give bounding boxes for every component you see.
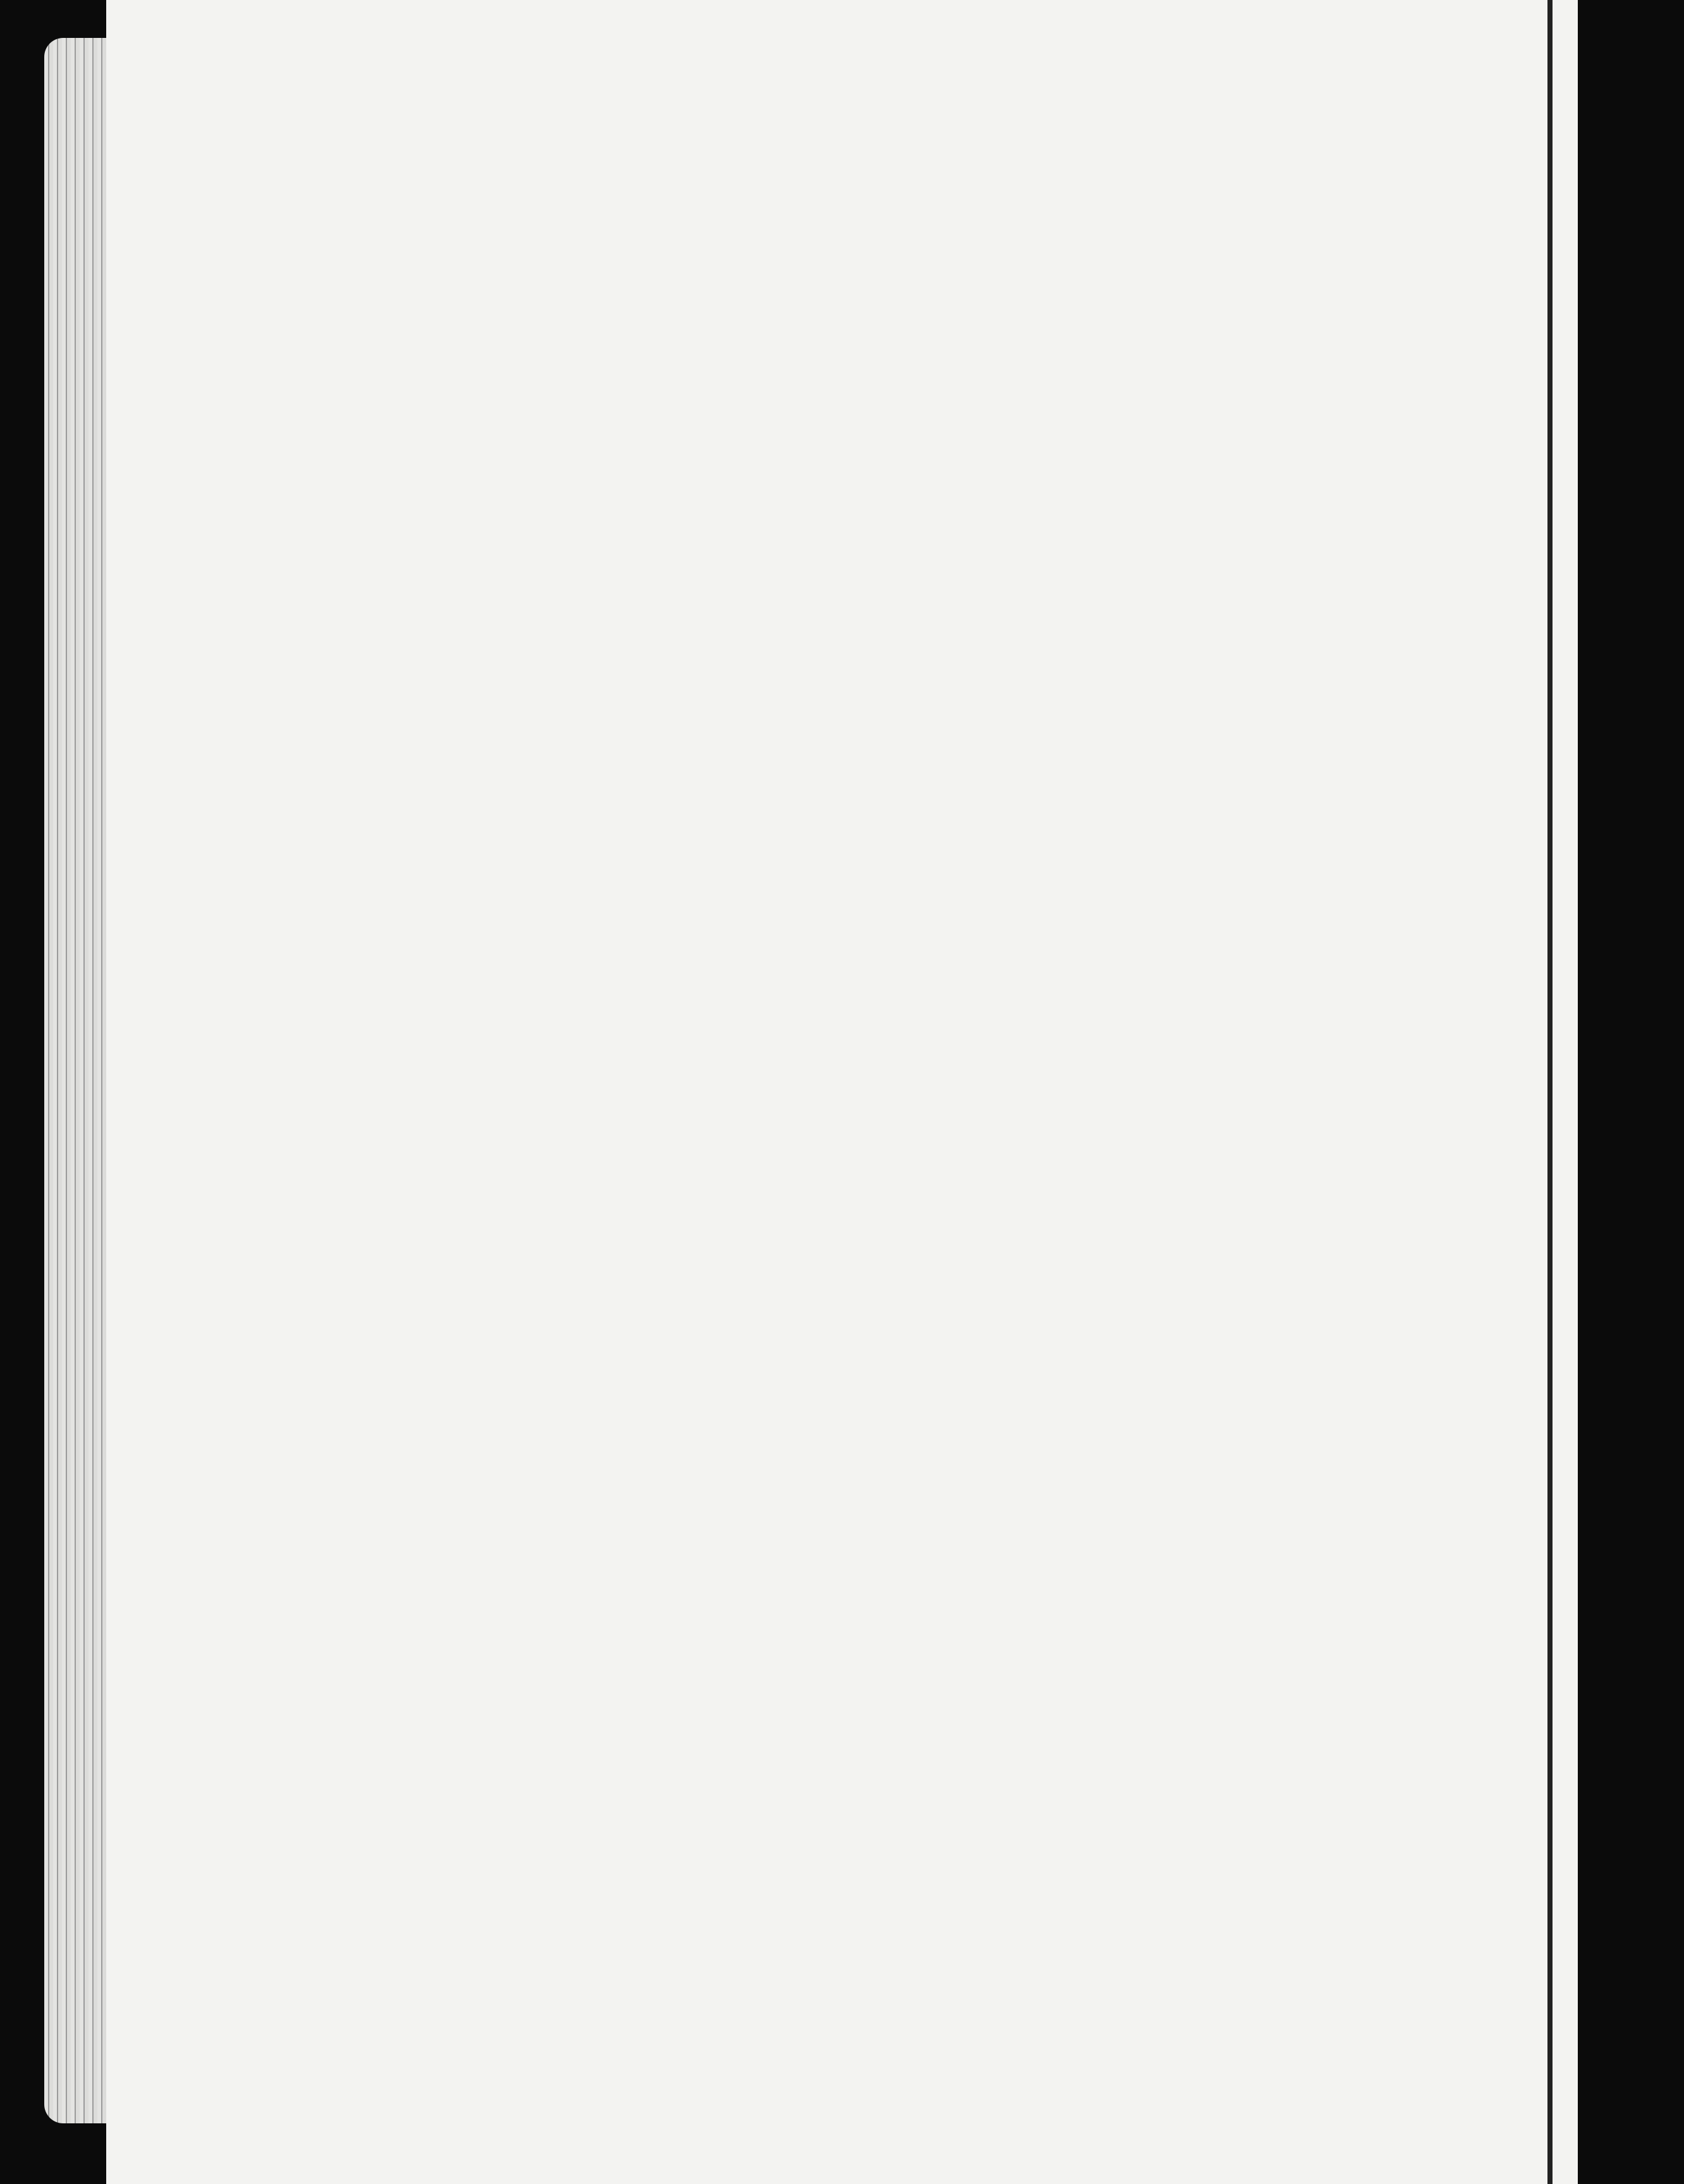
next-page-edge xyxy=(1547,0,1578,2184)
running-head xyxy=(258,120,1465,164)
page-edge-stack xyxy=(44,38,114,2123)
book-page xyxy=(106,0,1547,2184)
